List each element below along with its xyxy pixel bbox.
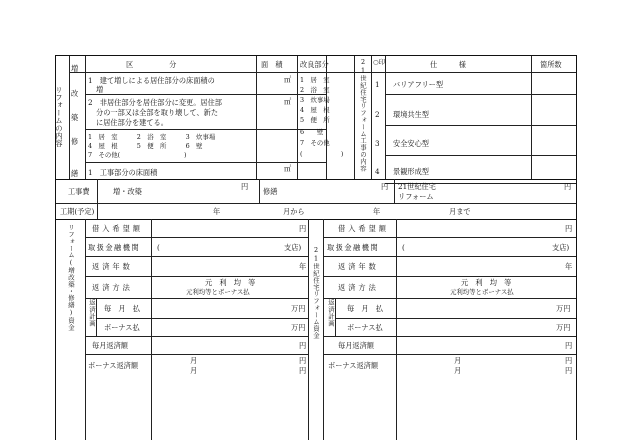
item1-line1: 1 建て増しによる居住部分の床面積の — [88, 76, 215, 85]
rule — [394, 179, 395, 203]
repay-plan-label: 返済計画 — [88, 299, 96, 327]
monthly-label: 毎 月 払 — [104, 304, 140, 313]
item3-line3: 7 その他( ) — [88, 151, 187, 159]
method-option-equal: 元 利 均 等 — [205, 278, 256, 287]
cost-21c-line2: リフォーム — [398, 192, 434, 201]
period-month-from: 月から — [283, 207, 305, 216]
rule — [85, 256, 308, 257]
header-kasho: 箇所数 — [540, 60, 562, 69]
item3-line1: 1 居 室 2 浴 室 3 炊事場 — [88, 133, 216, 141]
item2-line3: に居住部分を建てる。 — [96, 118, 168, 127]
rule — [256, 56, 257, 179]
row-label-chiku: 築 — [71, 113, 79, 122]
yen: 円 — [299, 224, 307, 233]
kairyo-7: 7 その他 — [300, 139, 330, 147]
month: 月 — [190, 356, 198, 365]
rule — [385, 155, 576, 156]
spec-no: 4 — [375, 167, 380, 176]
spec-barrier-free: バリアフリー型 — [393, 80, 444, 89]
rule — [297, 56, 298, 179]
header-mark: ○印 — [373, 58, 385, 66]
rule — [385, 125, 576, 126]
kairyo-4: 4 屋 根 — [300, 106, 330, 114]
rule — [531, 56, 532, 179]
rule — [323, 256, 576, 257]
rule — [323, 276, 576, 277]
header-menseki: 面 積 — [261, 60, 283, 69]
rule — [85, 336, 308, 337]
row-label-zen: 繕 — [71, 169, 79, 178]
kairyo-3: 3 炊事場 — [300, 96, 330, 104]
method-option-equal: 元 利 均 等 — [461, 278, 512, 287]
man-yen: 万円 — [556, 304, 571, 313]
unit-m2: ㎡ — [284, 97, 292, 106]
rule — [85, 298, 308, 299]
spec-environment: 環境共生型 — [393, 110, 429, 119]
kairyo-5: 5 便 所 — [300, 116, 330, 124]
yen: 円 — [299, 366, 307, 375]
month: 月 — [190, 366, 198, 375]
yen: 円 — [565, 356, 573, 365]
yen: 円 — [565, 341, 573, 350]
years-unit: 年 — [565, 262, 573, 271]
header-kubun: 区 分 — [126, 60, 177, 69]
years-label: 返済年数 — [92, 262, 133, 271]
rule — [259, 179, 260, 203]
rule — [85, 94, 326, 95]
rule — [151, 219, 152, 440]
paren: ( — [157, 243, 160, 252]
man-yen: 万円 — [556, 323, 571, 332]
yen: 円 — [565, 224, 573, 233]
rule — [308, 219, 309, 440]
rule — [56, 203, 576, 204]
cost-label: 工事費 — [68, 187, 90, 196]
spec-landscape: 景観形成型 — [393, 167, 429, 176]
month: 月 — [454, 356, 462, 365]
reform-form — [55, 55, 577, 440]
unit-m2: ㎡ — [284, 75, 292, 84]
kairyo-other: ( ) — [300, 150, 344, 158]
rule — [56, 219, 576, 220]
bonus-amount-label: ボーナス返済額 — [328, 361, 379, 370]
rule — [69, 56, 70, 179]
rule — [385, 94, 576, 95]
repay-plan-label: 返済計画 — [327, 299, 335, 327]
period-year: 年 — [213, 207, 221, 216]
spec-no: 3 — [375, 139, 380, 148]
header-21c-contents: 21世紀住宅リフォーム工事の内容 — [359, 58, 367, 172]
rule — [323, 237, 576, 238]
yen: 円 — [299, 356, 307, 365]
yen: 円 — [565, 366, 573, 375]
man-yen: 万円 — [291, 323, 306, 332]
rule — [323, 354, 576, 355]
rule — [85, 56, 86, 179]
rule — [323, 298, 576, 299]
bonus-amount-label: ボーナス返済額 — [88, 361, 139, 370]
header-rule — [69, 72, 576, 73]
bank-label: 取扱金融機関 — [88, 243, 141, 252]
funds-reform-title: リフォーム(増改築・修繕)資金 — [67, 224, 75, 331]
header-kairyo: 改良部分 — [300, 60, 329, 69]
rule — [85, 237, 308, 238]
rule — [335, 318, 576, 319]
bonus-label: ボーナス払 — [347, 323, 383, 332]
rule — [354, 56, 355, 179]
rule — [85, 276, 308, 277]
rule — [323, 336, 576, 337]
monthly-amount-label: 毎月返済額 — [338, 341, 374, 350]
reform-contents-title: リフォームの内容 — [55, 86, 64, 148]
years-label: 返済年数 — [338, 262, 379, 271]
rule — [85, 354, 308, 355]
paren: ( — [402, 243, 405, 252]
rule — [85, 162, 326, 163]
method-label: 返済方法 — [338, 283, 379, 292]
monthly-label: 毎 月 払 — [347, 304, 383, 313]
monthly-amount-label: 毎月返済額 — [92, 341, 128, 350]
loan-amount-label: 借入希望額 — [92, 224, 143, 233]
spec-no: 2 — [375, 110, 380, 119]
yen: 円 — [241, 182, 249, 191]
rule — [385, 56, 386, 179]
spec-no: 1 — [375, 80, 380, 89]
method-option-bonus: 元利均等とボーナス払 — [186, 288, 250, 296]
rule — [96, 298, 97, 336]
rule — [396, 219, 397, 440]
method-option-bonus: 元利均等とボーナス払 — [450, 288, 514, 296]
rule — [335, 298, 336, 336]
rule — [56, 179, 576, 180]
bonus-label: ボーナス払 — [104, 323, 140, 332]
spec-safety: 安全安心型 — [393, 139, 429, 148]
row-label-zou: 増 — [71, 64, 79, 73]
row-label-shu: 修 — [71, 137, 79, 146]
item3-line2: 4 屋 根 5 便 所 6 壁 — [88, 142, 203, 150]
month: 月 — [454, 366, 462, 375]
kairyo-1: 1 居 室 — [300, 76, 330, 84]
rule — [97, 179, 98, 203]
cost-21c-line1: 21世紀住宅 — [398, 182, 436, 191]
years-unit: 年 — [299, 262, 307, 271]
period-month-until: 月まで — [449, 207, 471, 216]
method-label: 返済方法 — [92, 283, 133, 292]
branch: 支店) — [552, 243, 570, 252]
yen: 円 — [299, 341, 307, 350]
kairyo-2: 2 浴 室 — [300, 86, 330, 94]
item1-line2: 増 — [96, 85, 104, 94]
rule — [97, 203, 98, 219]
period-year: 年 — [373, 207, 381, 216]
row-label-kai: 改 — [71, 89, 79, 98]
rule — [85, 129, 326, 130]
cost-zoukai: 増・改築 — [113, 187, 142, 196]
funds-21c-title: 21世紀住宅リフォーム資金 — [312, 246, 320, 339]
branch: 支店) — [284, 243, 302, 252]
header-shiyou: 仕 様 — [430, 60, 466, 69]
yen: 円 — [564, 182, 572, 191]
item4-floor-area: 1 工事部分の床面積 — [88, 168, 158, 177]
item2-line2: 分の一部又は全部を取り壊して、新た — [96, 108, 219, 117]
item2-line1: 2 非居住部分を居住部分に変更。居住部 — [88, 98, 222, 107]
rule — [323, 219, 324, 440]
rule — [96, 318, 308, 319]
period-label: 工期(予定) — [60, 207, 95, 216]
unit-m2: ㎡ — [284, 164, 292, 173]
loan-amount-label: 借入希望額 — [338, 224, 389, 233]
bank-label: 取扱金融機関 — [327, 243, 380, 252]
rule — [371, 56, 372, 179]
man-yen: 万円 — [291, 304, 306, 313]
yen: 円 — [381, 182, 389, 191]
cost-shuzen: 修繕 — [263, 187, 278, 196]
kairyo-6: 6 壁 — [300, 128, 324, 136]
